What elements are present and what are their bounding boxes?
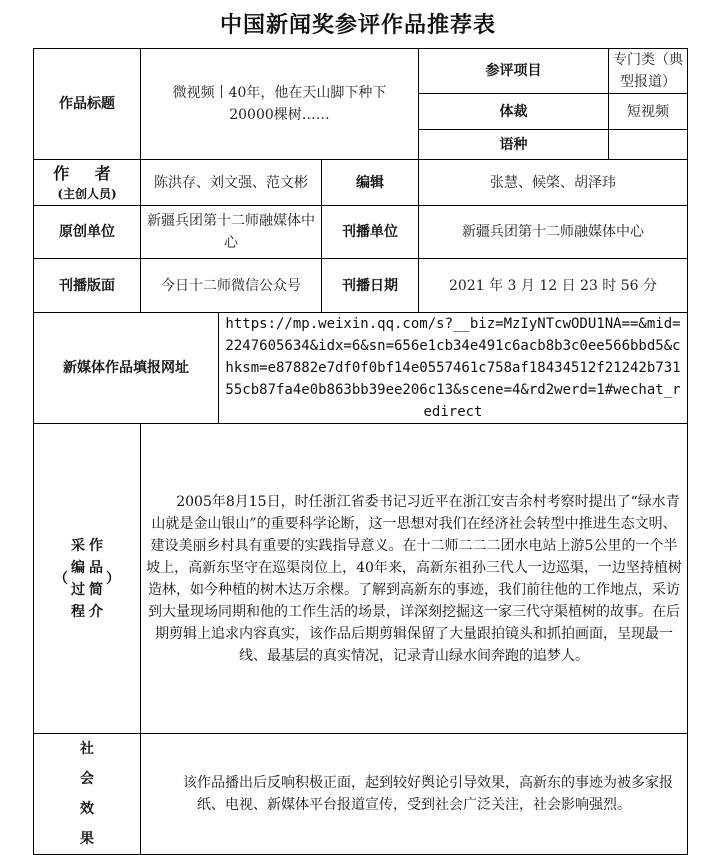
process-paren-open: （ [54,570,68,587]
genre-value: 短视频 [609,94,688,130]
effect-label-text: 社会效果 [80,741,94,847]
publish-edition-value: 今日十二师微信公众号 [141,259,322,313]
effect-text: 该作品播出后反响积极正面，起到较好舆论引导效果，高新东的事迹为被多家报纸、电视、新媒体平台报道宣传，受到社会广泛关注，社会影响强烈。 [141,734,688,855]
genre-label: 体裁 [419,94,609,130]
work-title-label: 作品标题 [34,49,141,160]
origin-unit-value: 新疆兵团第十二师融媒体中心 [141,206,322,259]
publish-unit-value: 新疆兵团第十二师融媒体中心 [419,206,688,259]
process-label [34,424,141,734]
publish-unit-label: 刊播单位 [322,206,419,259]
url-value[interactable]: https://mp.weixin.qq.com/s?__biz=MzIyNTcwODU1NA==&mid=2247605634&idx=6&sn=656e1cb34e491c6acb8b3c0ee566bbd5&chksm=e87882e7df0f0bf14e0557461c758af18434512f21242b73155cb87fa4e0b863bb39ee206c13&scene=4&rd2werd=1#wechat_redirect [219,313,688,424]
entry-item-label: 参评项目 [419,49,609,94]
process-label-right: 作品简介 [89,537,103,620]
process-paren-close: ） [106,570,120,587]
process-label-left: 采编过程 [71,537,85,620]
recommendation-form [33,48,688,855]
editor-label: 编辑 [322,160,419,206]
language-label: 语种 [419,130,609,160]
author-value: 陈洪存、刘文强、范文彬 [141,160,322,206]
publish-date-value: 2021 年 3 月 12 日 23 时 56 分 [419,259,688,313]
origin-unit-label: 原创单位 [34,206,141,259]
process-text: 2005年8月15日，时任浙江省委书记习近平在浙江安吉余村考察时提出了“绿水青山就是金山银山”的重要科学论断，这一思想对我们在经济社会转型中推进生态文明、建设美丽乡村具有重要的实践指导意义。在十二师二二二团水电站上游5公里的一个半坡上，高新东坚守在巡渠岗位上，40年来，高新东祖孙三代人一边巡渠，一边坚持植树造林，如今种植的树木达万余棵。了解到高新东的事迹，我们前往他的工作地点，采访到大量现场同期和他的工作生活的场景，详深刻挖掘这一家三代守渠植树的故事。在后期剪辑上追求内容真实，该作品后期剪辑保留了大量跟拍镜头和抓拍画面，呈现最一线、最基层的真实情况，记录青山绿水间奔跑的追梦人。 [141,424,688,734]
author-label-sub: (主创人员) [57,187,117,201]
document-title: 中国新闻奖参评作品推荐表 [219,12,496,38]
effect-label [34,734,141,855]
publish-date-label: 刊播日期 [322,259,419,313]
entry-item-value: 专门类（典型报道） [609,49,688,94]
language-value [609,130,688,160]
author-label-main: 作 者 [53,164,121,183]
editor-value: 张慧、候棨、胡泽玮 [419,160,688,206]
author-label [34,160,141,206]
work-title-value: 微视频丨40年，他在天山脚下种下20000棵树…… [141,49,419,160]
url-label: 新媒体作品填报网址 [34,313,219,424]
publish-edition-label: 刊播版面 [34,259,141,313]
